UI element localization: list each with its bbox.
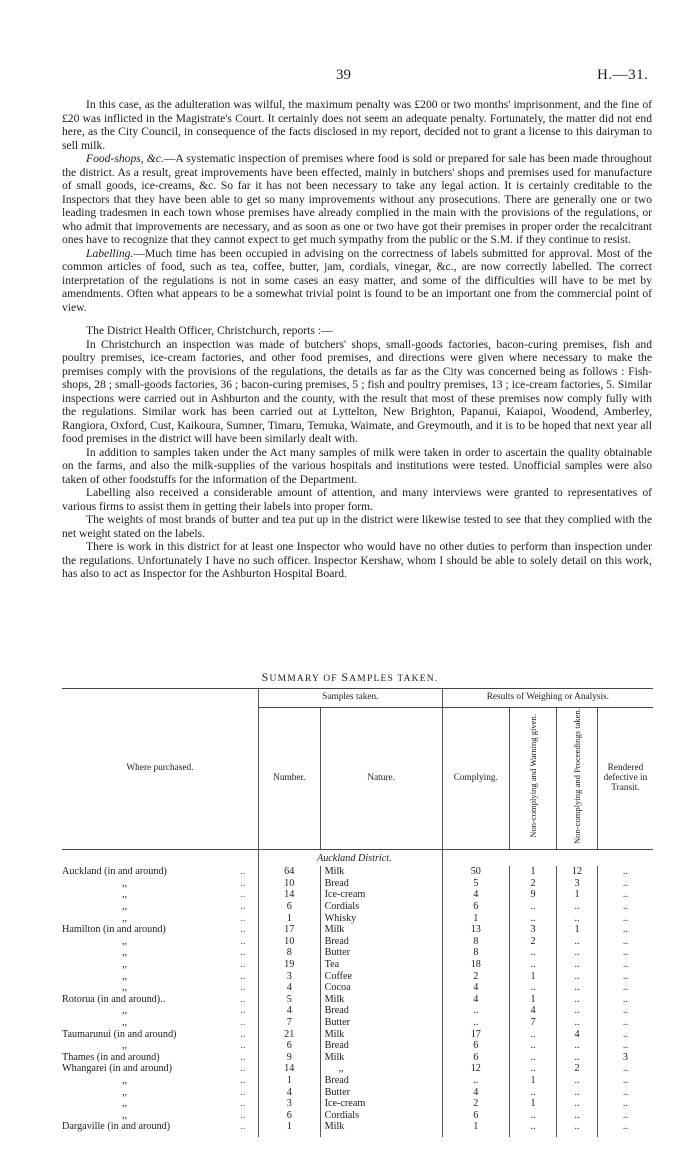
where-cell: Rotorua (in and around).. xyxy=(62,993,166,1005)
proceedings-cell: 2 xyxy=(557,1063,598,1075)
warning-cell: 1 xyxy=(509,994,556,1006)
nature-cell: Bread xyxy=(320,878,442,890)
nature-cell: Milk xyxy=(320,1052,442,1064)
dots-cell: .. xyxy=(240,982,246,994)
column-header-number: Number. xyxy=(258,708,320,850)
transit-cell: .. xyxy=(597,878,653,890)
number-cell: 14 xyxy=(258,889,320,901)
proceedings-cell: .. xyxy=(557,1110,598,1122)
warning-cell: 1 xyxy=(509,866,556,878)
dots-cell: .. xyxy=(240,970,246,982)
table-body xyxy=(62,849,653,1137)
column-header-complying: Complying. xyxy=(442,708,509,850)
number-cell: 1 xyxy=(258,1121,320,1137)
dots-cell: .. xyxy=(240,889,246,901)
table-row xyxy=(62,1087,653,1099)
transit-cell: .. xyxy=(597,1017,653,1029)
dots-cell: .. xyxy=(240,1109,246,1121)
complying-cell: .. xyxy=(442,1075,509,1087)
nature-cell: Cocoa xyxy=(320,982,442,994)
complying-cell: .. xyxy=(442,1017,509,1029)
table-row xyxy=(62,878,653,890)
warning-cell: 1 xyxy=(509,971,556,983)
table-row xyxy=(62,982,653,994)
dots-cell: .. xyxy=(240,912,246,924)
number-cell: 6 xyxy=(258,1040,320,1052)
where-cell: ,, xyxy=(122,958,128,970)
table-row xyxy=(62,971,653,983)
proceedings-cell: .. xyxy=(557,1017,598,1029)
transit-cell: .. xyxy=(597,866,653,878)
proceedings-cell: 1 xyxy=(557,889,598,901)
nature-cell: Milk xyxy=(320,1029,442,1041)
proceedings-cell: .. xyxy=(557,1005,598,1017)
table-row xyxy=(62,1121,653,1137)
subheading-food-shops: Food-shops, &c. xyxy=(86,152,164,165)
where-cell: ,, xyxy=(122,901,128,913)
paragraph: In Christchurch an inspection was made of butchers' shops, small-goods factories, bacon-curing premises, fish and poultry premises, ice-cream factories, and other food premises, and directions were given where necessary to make the premises comply with the provisions of the regulations, the details as far as the City was concerned being as follows : Fish-shops, 28 ; small-goods factories, 36 ; bacon-curing premises, 5 ; fish and poultry premises, 13 ; ice-cream factories, 5. Similar inspections were carried out in Ashburton and the county, with the result that most of these premises now comply fully with the regulations. Similar work has been carried out at Lyttelton, New Brighton, Papanui, Kaiapoi, Woodend, Amberley, Rangiora, Oxford, Cust, Kaikoura, Sumner, Timaru, Temuka, Waimate, and Greymouth, and it is to be hoped that next year all food premises in the district will have been similarly dealt with. xyxy=(62,337,652,445)
transit-cell: .. xyxy=(597,1098,653,1110)
where-cell: Whangarei (in and around) xyxy=(62,1063,173,1075)
dots-cell: .. xyxy=(240,1028,246,1040)
complying-cell: 2 xyxy=(442,971,509,983)
warning-cell: 1 xyxy=(509,1075,556,1087)
where-cell: ,, xyxy=(122,889,128,901)
warning-cell: .. xyxy=(509,1029,556,1041)
warning-cell: 7 xyxy=(509,1017,556,1029)
proceedings-cell: .. xyxy=(557,1075,598,1087)
proceedings-cell: .. xyxy=(557,901,598,913)
where-cell: Hamilton (in and around) xyxy=(62,924,166,936)
complying-cell: 4 xyxy=(442,889,509,901)
paragraph: In this case, as the adulteration was wilful, the maximum penalty was £200 or two months' imprisonment, and the fine of £20 was inflicted in the Magistrate's Court. It certainly does not seem an adequate penalty. Fortunately, the matter did not end here, as the City Council, in consequence of the facts disclosed in my report, decided not to grant a license to this dairyman to sell milk. xyxy=(62,98,652,152)
dots-cell: .. xyxy=(240,1016,246,1028)
warning-cell: 2 xyxy=(509,936,556,948)
where-cell: ,, xyxy=(122,1016,128,1028)
number-cell: 21 xyxy=(258,1029,320,1041)
dots-cell: .. xyxy=(240,935,246,947)
document-reference: H.—31. xyxy=(597,67,649,83)
where-cell: ,, xyxy=(122,1109,128,1121)
nature-cell: Butter xyxy=(320,1017,442,1029)
table-row xyxy=(62,1040,653,1052)
dots-cell: .. xyxy=(240,1121,246,1133)
proceedings-cell: .. xyxy=(557,959,598,971)
warning-cell: .. xyxy=(509,1121,556,1137)
complying-cell: 18 xyxy=(442,959,509,971)
proceedings-cell: .. xyxy=(557,1087,598,1099)
transit-cell: .. xyxy=(597,913,653,925)
nature-cell: Whisky xyxy=(320,913,442,925)
warning-cell: .. xyxy=(509,1063,556,1075)
transit-cell: .. xyxy=(597,889,653,901)
column-group-samples: Samples taken. xyxy=(258,689,442,708)
table-row xyxy=(62,1063,653,1075)
number-cell: 9 xyxy=(258,1052,320,1064)
where-cell: ,, xyxy=(122,935,128,947)
table-row xyxy=(62,959,653,971)
table-row xyxy=(62,1017,653,1029)
number-cell: 4 xyxy=(258,982,320,994)
nature-cell: Coffee xyxy=(320,971,442,983)
transit-cell: .. xyxy=(597,1029,653,1041)
where-cell: ,, xyxy=(122,947,128,959)
dots-cell: .. xyxy=(240,958,246,970)
nature-cell: Butter xyxy=(320,947,442,959)
proceedings-cell: 3 xyxy=(557,878,598,890)
page-number: 39 xyxy=(336,67,351,83)
nature-cell: Ice-cream xyxy=(320,889,442,901)
where-cell: ,, xyxy=(122,1005,128,1017)
transit-cell: .. xyxy=(597,1063,653,1075)
dots-cell: .. xyxy=(240,866,246,878)
transit-cell: .. xyxy=(597,1040,653,1052)
nature-cell: Bread xyxy=(320,1075,442,1087)
warning-cell: .. xyxy=(509,913,556,925)
transit-cell: .. xyxy=(597,1110,653,1122)
table-row xyxy=(62,889,653,901)
number-cell: 1 xyxy=(258,913,320,925)
samples-table xyxy=(62,688,653,1137)
warning-cell: 9 xyxy=(509,889,556,901)
transit-cell: .. xyxy=(597,971,653,983)
dots-cell: .. xyxy=(240,993,246,1005)
paragraph: The weights of most brands of butter and tea put up in the district were likewise tested to see that they complied with the net weight stated on the labels. xyxy=(62,513,652,540)
dots-cell: .. xyxy=(240,1086,246,1098)
number-cell: 6 xyxy=(258,901,320,913)
transit-cell: .. xyxy=(597,924,653,936)
transit-cell: .. xyxy=(597,901,653,913)
paragraph: In addition to samples taken under the Act many samples of milk were taken in order to ascertain the quality obtainable on the farms, and also the milk-supplies of the various hospitals and institutions were tested. Unofficial samples were also taken of other foodstuffs for the information of the Department. xyxy=(62,445,652,486)
table-row xyxy=(62,913,653,925)
where-cell: Dargaville (in and around) xyxy=(62,1121,171,1133)
district-label: Auckland District. xyxy=(258,849,442,866)
complying-cell: 6 xyxy=(442,1052,509,1064)
number-cell: 1 xyxy=(258,1075,320,1087)
dots-cell: .. xyxy=(240,1063,246,1075)
complying-cell: .. xyxy=(442,1005,509,1017)
warning-cell: 3 xyxy=(509,924,556,936)
warning-cell: .. xyxy=(509,1040,556,1052)
where-cell: ,, xyxy=(122,982,128,994)
dots-cell: .. xyxy=(240,877,246,889)
proceedings-cell: .. xyxy=(557,1121,598,1137)
table-row xyxy=(62,947,653,959)
subheading-labelling: Labelling. xyxy=(86,246,134,260)
transit-cell: .. xyxy=(597,994,653,1006)
warning-cell: .. xyxy=(509,959,556,971)
proceedings-cell: .. xyxy=(557,1040,598,1052)
complying-cell: 8 xyxy=(442,947,509,959)
where-cell: Auckland (in and around) xyxy=(62,866,167,878)
paragraph: Food-shops, &c.—A systematic inspection of premises where food is sold or prepared for sale has been made throughout the district. As a result, great improvements have been effected, mainly in butchers' shops and premises used for manufacture of small goods, ice-creams, &c. So far it has not been necessary to take any legal action. It is certainly creditable to the Inspectors that they have been able to get so many improvements without any prosecutions. There are generally one or two leading tradesmen in each town whose premises have already complied in the main with the provisions of the regulations, or who admit that improvements are necessary, and as soon as one or two have got their premises in proper order the recalcitrant ones have to recognize that they cannot expect to get much sympathy from the public or the S.M. if they continue to resist. xyxy=(62,152,652,246)
dots-cell: .. xyxy=(240,901,246,913)
column-header-nature: Nature. xyxy=(320,708,442,850)
number-cell: 6 xyxy=(258,1110,320,1122)
paragraph: There is work in this district for at least one Inspector who would have no other duties to perform than inspection under the regulations. Unfortunately I have no such officer. Inspector Kershaw, whom I should be able to solely detail on this work, has also to act as Inspector for the Ashburton Hospital Board. xyxy=(62,540,652,580)
proceedings-cell: 12 xyxy=(557,866,598,878)
complying-cell: 6 xyxy=(442,1110,509,1122)
where-cell: ,, xyxy=(122,1086,128,1098)
table-row xyxy=(62,924,653,936)
warning-cell: .. xyxy=(509,1087,556,1099)
paragraph: Labelling also received a considerable amount of attention, and many interviews were granted to representatives of various firms to assist them in getting their labels into proper form. xyxy=(62,486,652,513)
complying-cell: 6 xyxy=(442,1040,509,1052)
table-row xyxy=(62,866,653,878)
nature-cell: Bread xyxy=(320,936,442,948)
number-cell: 3 xyxy=(258,971,320,983)
table-row xyxy=(62,901,653,913)
complying-cell: 4 xyxy=(442,982,509,994)
where-cell: ,, xyxy=(122,877,128,889)
district-row xyxy=(62,849,653,866)
number-cell: 19 xyxy=(258,959,320,971)
nature-cell: Milk xyxy=(320,994,442,1006)
number-cell: 5 xyxy=(258,994,320,1006)
nature-cell: Milk xyxy=(320,924,442,936)
complying-cell: 4 xyxy=(442,994,509,1006)
complying-cell: 1 xyxy=(442,1121,509,1137)
table-row xyxy=(62,1052,653,1064)
column-header-where: Where purchased. xyxy=(62,689,258,850)
number-cell: 8 xyxy=(258,947,320,959)
where-cell: Thames (in and around) xyxy=(62,1051,160,1063)
paragraph-text: Much time has been occupied in advising on the correctness of labels submitted for approval. Most of the common articles of food, such as tea, coffee, butter, jam, cordials, vinegar, &c., are now correctly labelled. The correct interpretation of the regulations is not in some cases an easy matter, and some of the difficulties will have to be met by amendments. Often what appears to be a somewhat trivial point is found to be an important one from the commercial point of view. xyxy=(62,246,652,314)
transit-cell: .. xyxy=(597,959,653,971)
number-cell: 4 xyxy=(258,1005,320,1017)
where-cell: Taumarunui (in and around) xyxy=(62,1028,177,1040)
paragraph-text: A systematic inspection of premises where food is sold or prepared for sale has been made throughout the district. As a result, great improvements have been effected, mainly in butchers' shops and premises used for manufacture of small goods, ice-creams, &c. So far it has not been necessary to take any legal action. It is certainly creditable to the Inspectors that they have been able to get so many improvements without any prosecutions. There are generally one or two leading tradesmen in each town whose premises have already complied in the main with the provisions of the regulations, or who admit that improvements are necessary, and as soon as one or two have got their premises in proper order the recalcitrant ones have to recognize that they cannot expect to get much sympathy from the public or the S.M. if they continue to resist. xyxy=(62,152,652,246)
where-cell: ,, xyxy=(122,970,128,982)
complying-cell: 2 xyxy=(442,1098,509,1110)
table-row xyxy=(62,994,653,1006)
number-cell: 4 xyxy=(258,1087,320,1099)
dots-cell: .. xyxy=(240,1051,246,1063)
where-cell: ,, xyxy=(122,1098,128,1110)
dots-cell: .. xyxy=(240,924,246,936)
number-cell: 7 xyxy=(258,1017,320,1029)
where-cell: ,, xyxy=(122,1074,128,1086)
complying-cell: 8 xyxy=(442,936,509,948)
table-row xyxy=(62,1029,653,1041)
dots-cell: .. xyxy=(240,947,246,959)
transit-cell: .. xyxy=(597,982,653,994)
where-cell: ,, xyxy=(122,912,128,924)
warning-cell: .. xyxy=(509,901,556,913)
dots-cell: .. xyxy=(240,1040,246,1052)
warning-cell: .. xyxy=(509,1110,556,1122)
dots-cell: .. xyxy=(240,1074,246,1086)
complying-cell: 4 xyxy=(442,1087,509,1099)
complying-cell: 1 xyxy=(442,913,509,925)
transit-cell: .. xyxy=(597,1005,653,1017)
proceedings-cell: .. xyxy=(557,936,598,948)
number-cell: 3 xyxy=(258,1098,320,1110)
number-cell: 17 xyxy=(258,924,320,936)
number-cell: 10 xyxy=(258,878,320,890)
proceedings-cell: .. xyxy=(557,913,598,925)
proceedings-cell: .. xyxy=(557,1052,598,1064)
proceedings-cell: .. xyxy=(557,947,598,959)
dots-cell: .. xyxy=(240,1098,246,1110)
column-header-transit: Rendered defective in Transit. xyxy=(597,708,653,850)
nature-cell: Ice-cream xyxy=(320,1098,442,1110)
transit-cell: .. xyxy=(597,1087,653,1099)
proceedings-cell: 1 xyxy=(557,924,598,936)
nature-cell: Bread xyxy=(320,1040,442,1052)
transit-cell: 3 xyxy=(597,1052,653,1064)
nature-cell: Tea xyxy=(320,959,442,971)
warning-cell: 2 xyxy=(509,878,556,890)
column-header-proceedings: Non-complying and Proceedings taken. xyxy=(557,708,598,850)
transit-cell: .. xyxy=(597,1075,653,1087)
nature-cell: Milk xyxy=(320,866,442,878)
number-cell: 14 xyxy=(258,1063,320,1075)
report-body xyxy=(62,98,652,581)
complying-cell: 6 xyxy=(442,901,509,913)
table-row xyxy=(62,936,653,948)
complying-cell: 5 xyxy=(442,878,509,890)
nature-cell: Butter xyxy=(320,1087,442,1099)
warning-cell: 4 xyxy=(509,1005,556,1017)
proceedings-cell: .. xyxy=(557,971,598,983)
nature-cell: ,, xyxy=(320,1063,442,1075)
complying-cell: 13 xyxy=(442,924,509,936)
where-cell: ,, xyxy=(122,1040,128,1052)
column-group-results: Results of Weighing or Analysis. xyxy=(442,689,653,708)
table-title: SUMMARY OF SAMPLES TAKEN. xyxy=(261,670,439,684)
warning-cell: .. xyxy=(509,1052,556,1064)
proceedings-cell: .. xyxy=(557,982,598,994)
column-header-warning: Non-complying and Warning given. xyxy=(509,708,556,850)
table-row xyxy=(62,1098,653,1110)
complying-cell: 17 xyxy=(442,1029,509,1041)
proceedings-cell: 4 xyxy=(557,1029,598,1041)
table-row xyxy=(62,1110,653,1122)
transit-cell: .. xyxy=(597,947,653,959)
transit-cell: .. xyxy=(597,936,653,948)
dots-cell: .. xyxy=(240,1005,246,1017)
number-cell: 64 xyxy=(258,866,320,878)
nature-cell: Cordials xyxy=(320,1110,442,1122)
transit-cell: .. xyxy=(597,1121,653,1137)
proceedings-cell: .. xyxy=(557,994,598,1006)
warning-cell: .. xyxy=(509,947,556,959)
paragraph: Labelling.—Much time has been occupied in advising on the correctness of labels submitted for approval. Most of the common articles of food, such as tea, coffee, butter, jam, cordials, vinegar, &c., are now correctly labelled. The correct interpretation of the regulations is not in some cases an easy matter, and some of the difficulties will have to be met by amendments. Often what appears to be a somewhat trivial point is found to be an important one from the commercial point of view. xyxy=(62,246,652,314)
nature-cell: Bread xyxy=(320,1005,442,1017)
complying-cell: 50 xyxy=(442,866,509,878)
nature-cell: Cordials xyxy=(320,901,442,913)
warning-cell: 1 xyxy=(509,1098,556,1110)
table-row xyxy=(62,1005,653,1017)
number-cell: 10 xyxy=(258,936,320,948)
proceedings-cell: .. xyxy=(557,1098,598,1110)
paragraph: The District Health Officer, Christchurch, reports :— xyxy=(86,324,333,337)
complying-cell: 12 xyxy=(442,1063,509,1075)
nature-cell: Milk xyxy=(320,1121,442,1137)
table-row xyxy=(62,1075,653,1087)
warning-cell: .. xyxy=(509,982,556,994)
